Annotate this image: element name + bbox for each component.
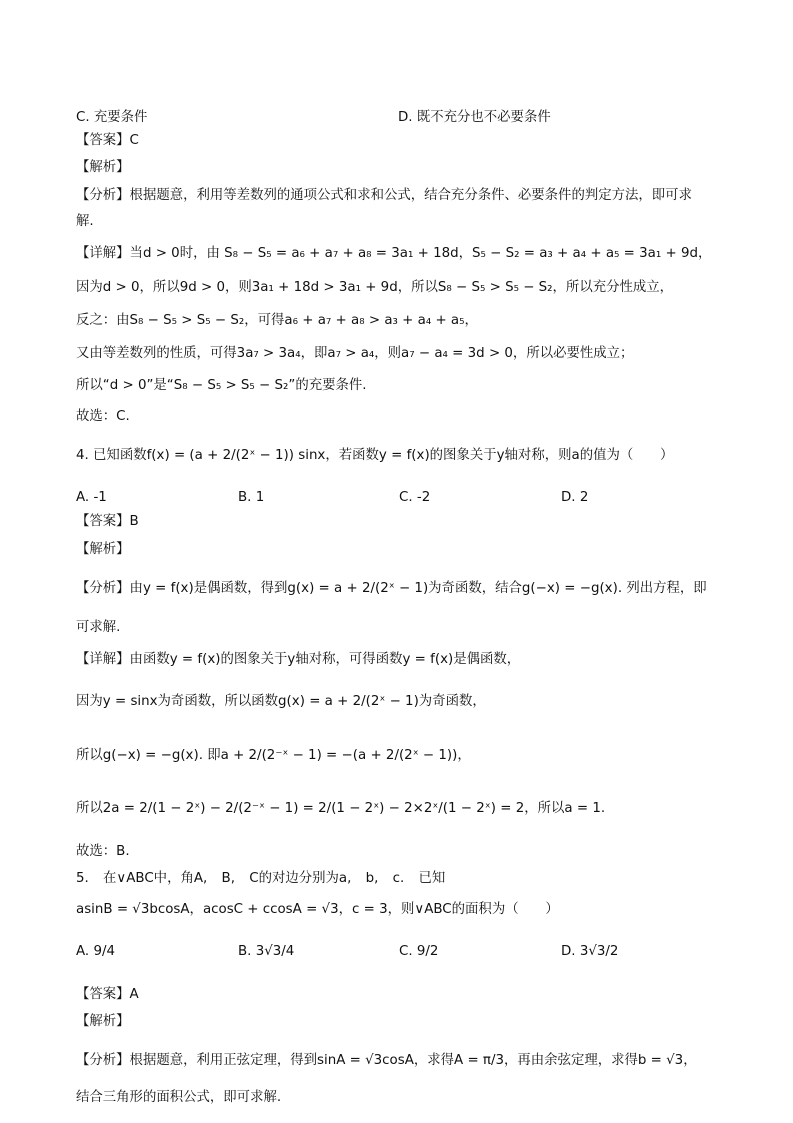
guxuan-line: 故选：C. xyxy=(76,409,130,424)
xiangjie-line: 因为y = sinx为奇函数，所以函数g(x) = a + 2/(2ˣ − 1)为奇函数， xyxy=(76,694,486,709)
answer-label: 【答案】B xyxy=(76,514,139,529)
xiangjie-line: 【详解】当d > 0时，由 S₈ − S₅ = a₆ + a₇ + a₈ = 3a₁ + 18d，S₅ − S₂ = a₃ + a₄ + a₅ = 3a₁ + 9d， xyxy=(76,246,712,261)
xiangjie-line: 因为d > 0，所以9d > 0，则3a₁ + 18d > 3a₁ + 9d，所以S₈ − S₅ > S₅ − S₂，所以充分性成立， xyxy=(76,280,674,295)
fenxi-line: 【分析】根据题意，利用正弦定理，得到sinA = √3cosA，求得A = π/3，再由余弦定理，求得b = √3， xyxy=(76,1053,697,1068)
q5-option-c: C. 9/2 xyxy=(399,944,439,959)
jiexi-label: 【解析】 xyxy=(76,542,130,557)
xiangjie-line: 所以g(−x) = −g(x). 即a + 2/(2⁻ˣ − 1) = −(a + 2/(2ˣ − 1))， xyxy=(76,748,471,763)
fenxi-line: 结合三角形的面积公式，即可求解. xyxy=(76,1090,282,1105)
guxuan-line: 故选：B. xyxy=(76,844,130,859)
question-5-stem: 5. 在∨ABC中，角A, B, C的对边分别为a, b, c. 已知 xyxy=(76,871,446,886)
xiangjie-line: 所以“d > 0”是“S₈ − S₅ > S₅ − S₂”的充要条件. xyxy=(76,378,367,393)
jiexi-label: 【解析】 xyxy=(76,1014,130,1029)
q5-option-a: A. 9/4 xyxy=(76,944,115,959)
fenxi-line: 【分析】根据题意，利用等差数列的通项公式和求和公式，结合充分条件、必要条件的判定方法，即可求 xyxy=(76,188,692,203)
answer-label: 【答案】A xyxy=(76,987,139,1002)
fenxi-line: 解. xyxy=(76,214,94,229)
q4-option-c: C. -2 xyxy=(399,490,431,505)
option-c: C. 充要条件 xyxy=(76,110,148,125)
fenxi-line: 可求解. xyxy=(76,620,121,635)
xiangjie-line: 【详解】由函数y = f(x)的图象关于y轴对称，可得函数y = f(x)是偶函数， xyxy=(76,652,521,667)
xiangjie-line: 反之：由S₈ − S₅ > S₅ − S₂，可得a₆ + a₇ + a₈ > a₃ + a₄ + a₅， xyxy=(76,313,478,328)
q5-option-b: B. 3√3/4 xyxy=(238,944,295,959)
q4-option-b: B. 1 xyxy=(238,490,265,505)
option-d: D. 既不充分也不必要条件 xyxy=(398,110,551,125)
question-5-stem: asinB = √3bcosA，acosC + ccosA = √3，c = 3，则∨ABC的面积为（ ） xyxy=(76,902,559,917)
jiexi-label: 【解析】 xyxy=(76,160,130,175)
question-4-stem: 4. 已知函数f(x) = (a + 2/(2ˣ − 1)) sinx，若函数y = f(x)的图象关于y轴对称，则a的值为（ ） xyxy=(76,448,674,463)
xiangjie-line: 所以2a = 2/(1 − 2ˣ) − 2/(2⁻ˣ − 1) = 2/(1 − 2ˣ) − 2×2ˣ/(1 − 2ˣ) = 2，所以a = 1. xyxy=(76,801,606,816)
q4-option-d: D. 2 xyxy=(561,490,589,505)
fenxi-line: 【分析】由y = f(x)是偶函数，得到g(x) = a + 2/(2ˣ − 1)为奇函数，结合g(−x) = −g(x). 列出方程，即 xyxy=(76,581,707,596)
answer-label: 【答案】C xyxy=(76,133,139,148)
q4-option-a: A. -1 xyxy=(76,490,107,505)
q5-option-d: D. 3√3/2 xyxy=(561,944,619,959)
xiangjie-line: 又由等差数列的性质，可得3a₇ > 3a₄，即a₇ > a₄，则a₇ − a₄ = 3d > 0，所以必要性成立； xyxy=(76,346,634,361)
